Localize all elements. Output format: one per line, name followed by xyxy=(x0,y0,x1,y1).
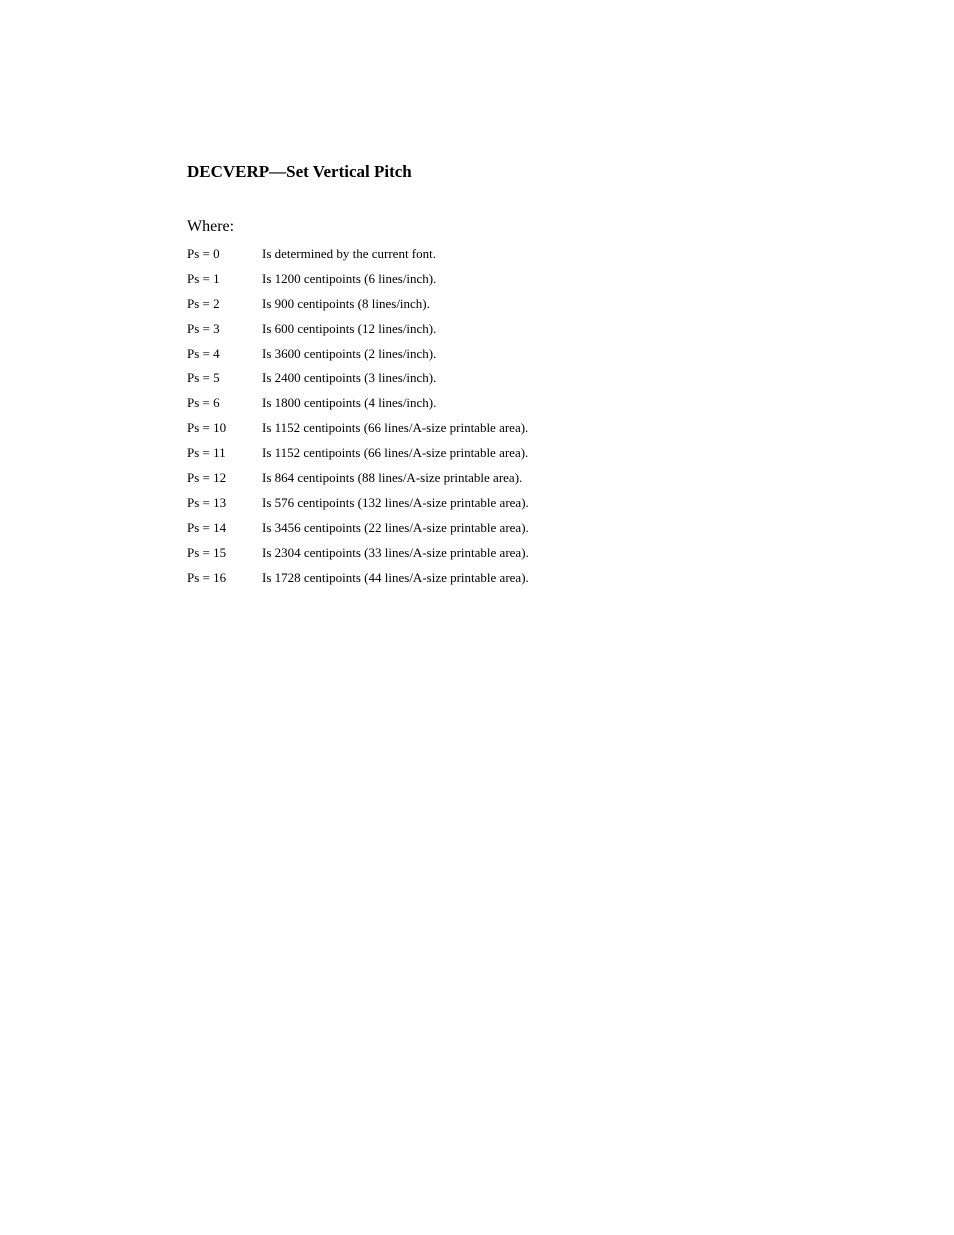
parameter-row xyxy=(187,369,707,394)
parameter-description: Is 1200 centipoints (6 lines/inch). xyxy=(262,270,437,286)
parameter-description: Is 900 centipoints (8 lines/inch). xyxy=(262,295,430,311)
parameter-description: Is determined by the current font. xyxy=(262,246,436,261)
parameter-row xyxy=(187,519,707,544)
parameter-value: Ps = 11 xyxy=(187,445,226,461)
parameter-row xyxy=(187,544,707,569)
parameter-value: Ps = 16 xyxy=(187,569,227,585)
parameter-row xyxy=(187,394,707,419)
parameter-row xyxy=(187,295,707,320)
parameter-value: Ps = 2 xyxy=(187,295,220,311)
parameter-row xyxy=(187,444,707,469)
section-title: DECVERP—Set Vertical Pitch xyxy=(187,162,412,181)
parameter-description: Is 1152 centipoints (66 lines/A-size printable area). xyxy=(262,445,529,461)
parameter-row xyxy=(187,419,707,444)
where-label: Where: xyxy=(187,218,235,235)
parameter-value: Ps = 1 xyxy=(187,270,220,286)
parameter-row xyxy=(187,345,707,370)
parameter-description: Is 2400 centipoints (3 lines/inch). xyxy=(262,370,437,386)
parameter-description: Is 576 centipoints (132 lines/A-size printable area). xyxy=(262,494,529,510)
parameter-value: Ps = 15 xyxy=(187,544,227,560)
parameter-description: Is 3600 centipoints (2 lines/inch). xyxy=(262,345,437,361)
parameter-row xyxy=(187,494,707,519)
parameter-value: Ps = 14 xyxy=(187,519,227,535)
parameter-value: Ps = 6 xyxy=(187,395,220,411)
parameter-description: Is 2304 centipoints (33 lines/A-size printable area). xyxy=(262,544,529,560)
parameter-description: Is 1728 centipoints (44 lines/A-size printable area). xyxy=(262,569,529,585)
parameter-description: Is 3456 centipoints (22 lines/A-size printable area). xyxy=(262,519,529,535)
parameter-row xyxy=(187,469,707,494)
parameter-description: Is 600 centipoints (12 lines/inch). xyxy=(262,320,437,336)
parameter-value: Ps = 4 xyxy=(187,345,220,361)
parameter-row xyxy=(187,320,707,345)
parameter-value: Ps = 3 xyxy=(187,320,220,336)
parameter-list xyxy=(187,245,707,593)
parameter-value: Ps = 13 xyxy=(187,494,227,510)
parameter-description: Is 1800 centipoints (4 lines/inch). xyxy=(262,395,437,411)
parameter-row xyxy=(187,569,707,594)
parameter-value: Ps = 0 xyxy=(187,246,220,261)
parameter-value: Ps = 5 xyxy=(187,370,220,386)
parameter-description: Is 864 centipoints (88 lines/A-size printable area). xyxy=(262,470,523,486)
parameter-value: Ps = 10 xyxy=(187,420,227,436)
parameter-description: Is 1152 centipoints (66 lines/A-size printable area). xyxy=(262,420,529,436)
parameter-value: Ps = 12 xyxy=(187,470,227,486)
parameter-row xyxy=(187,270,707,295)
parameter-row xyxy=(187,245,707,270)
